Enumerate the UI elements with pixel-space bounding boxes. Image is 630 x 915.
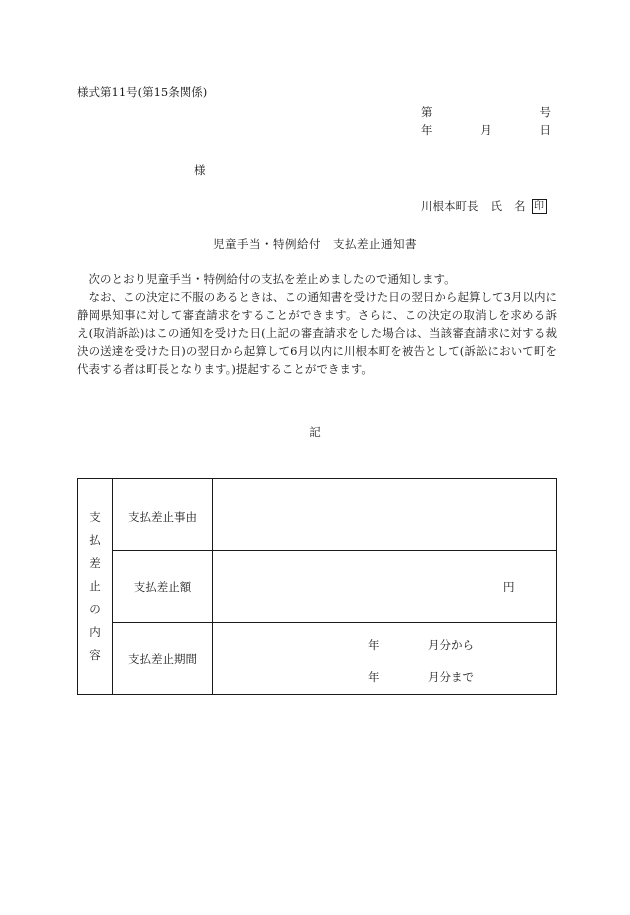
vertical-side-label [78, 479, 113, 695]
date-day: 日 [539, 123, 551, 137]
side-char: 容 [89, 648, 101, 662]
details-table [77, 478, 557, 695]
side-char: 内 [89, 625, 101, 639]
date-month: 月 [480, 123, 492, 137]
period-value [213, 623, 557, 695]
number-suffix: 号 [539, 105, 551, 119]
body-paragraph-1: 次のとおり児童手当・特例給付の支払を差止めましたので通知します。 [88, 272, 456, 286]
side-char: 払 [89, 533, 101, 547]
issuer-line [421, 198, 547, 214]
reason-value [213, 479, 557, 551]
number-prefix: 第 [421, 105, 433, 119]
date-line [421, 122, 551, 138]
period-label: 支払差止期間 [113, 623, 213, 695]
document-number-line [421, 104, 551, 120]
period-from-month: 月分から [428, 638, 474, 652]
document-title: 児童手当・特例給付 支払差止通知書 [213, 237, 417, 251]
period-to-year: 年 [368, 670, 380, 684]
body-paragraph-2: なお、この決定に不服のあるときは、この通知書を受けた日の翌日から起算して3月以内に静岡県知事に対して審査請求をすることができます。さらに、この決定の取消しを求める訴え(取消訴訟)はこの通知を受けた日(上記の審査請求をした場合は、当該審査請求に対する裁決の送達を受けた日)の翌日から起算して6月以内に川根本町を被告として(訴訟において町を代表する者は町長となります。)提起することができます。 [77, 290, 557, 376]
seal-box: 印 [532, 199, 547, 214]
body-text [77, 270, 557, 378]
reason-label: 支払差止事由 [113, 479, 213, 551]
amount-value [213, 551, 557, 623]
side-char: 差 [89, 556, 101, 570]
yen-unit: 円 [503, 580, 515, 594]
side-char: 支 [89, 510, 101, 524]
amount-label: 支払差止額 [113, 551, 213, 623]
form-number: 様式第11号(第15条関係) [77, 85, 208, 99]
side-char: 止 [89, 579, 101, 593]
period-to-month: 月分まで [428, 670, 474, 684]
date-year: 年 [421, 123, 433, 137]
ki-heading: 記 [309, 425, 321, 439]
period-from-year: 年 [368, 638, 380, 652]
addressee-honorific: 様 [194, 163, 206, 177]
side-char: の [89, 602, 101, 616]
name-label-1: 氏 [490, 199, 502, 213]
name-label-2: 名 [514, 199, 526, 213]
issuer-title: 川根本町長 [421, 199, 479, 213]
